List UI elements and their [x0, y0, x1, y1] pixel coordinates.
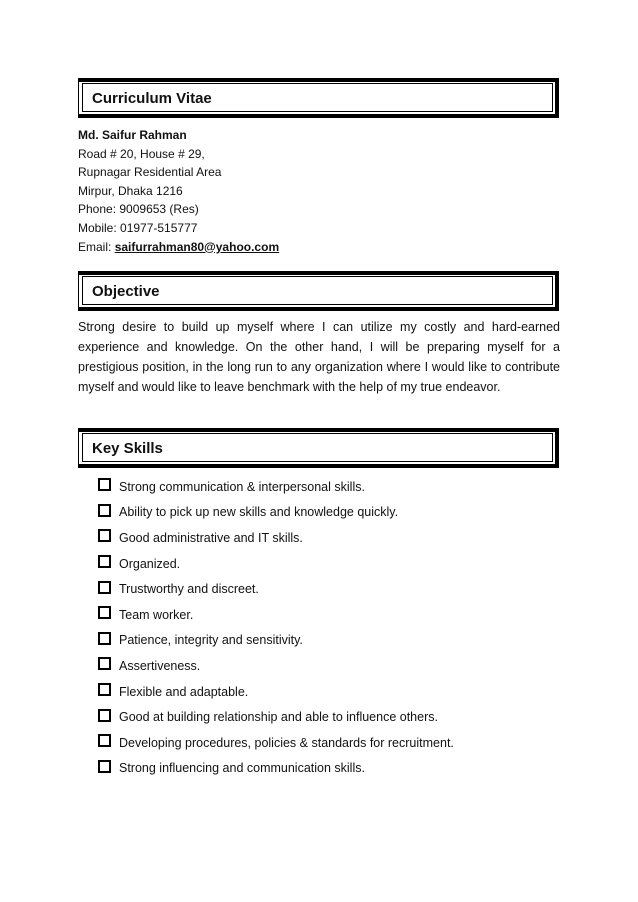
email-line	[78, 238, 558, 257]
skill-text: Flexible and adaptable.	[119, 684, 249, 699]
objective-heading-box	[78, 271, 559, 311]
list-item	[98, 704, 454, 730]
checkbox-bullet-icon	[98, 606, 111, 619]
skill-text: Strong communication & interpersonal skills.	[119, 479, 365, 494]
skill-text: Organized.	[119, 556, 181, 571]
checkbox-bullet-icon	[98, 504, 111, 517]
checkbox-bullet-icon	[98, 683, 111, 696]
list-item	[98, 679, 454, 705]
address-line-2: Rupnagar Residential Area	[78, 165, 222, 180]
list-item	[98, 628, 454, 654]
cv-title: Curriculum Vitae	[82, 83, 553, 112]
checkbox-bullet-icon	[98, 529, 111, 542]
phone-line: Phone: 9009653 (Res)	[78, 202, 199, 217]
email-link[interactable]: saifurrahman80@yahoo.com	[114, 239, 280, 254]
checkbox-bullet-icon	[98, 632, 111, 645]
skills-heading-box	[78, 428, 559, 468]
objective-heading: Objective	[82, 276, 553, 305]
list-item	[98, 730, 454, 756]
checkbox-bullet-icon	[98, 555, 111, 568]
list-item	[98, 756, 454, 782]
objective-text: Strong desire to build up myself where I can utilize my costly and hard-earned experience and knowledge. On the other hand, I will be preparing myself for a prestigious position, in the long run to any organization where I would like to contribute myself and would like to leave benchmark with the help of my true endeavor.	[78, 320, 560, 394]
checkbox-bullet-icon	[98, 760, 111, 773]
checkbox-bullet-icon	[98, 709, 111, 722]
address-line-3: Mirpur, Dhaka 1216	[78, 183, 183, 198]
skill-text: Assertiveness.	[119, 658, 201, 673]
checkbox-bullet-icon	[98, 478, 111, 491]
contact-block	[78, 126, 558, 256]
list-item	[98, 653, 454, 679]
skill-text: Team worker.	[119, 607, 194, 622]
skill-text: Ability to pick up new skills and knowledge quickly.	[119, 505, 399, 520]
skills-list	[98, 474, 454, 781]
list-item	[98, 576, 454, 602]
skill-text: Strong influencing and communication skills.	[119, 761, 365, 776]
list-item	[98, 551, 454, 577]
list-item	[98, 474, 454, 500]
skills-heading: Key Skills	[82, 433, 553, 462]
skill-text: Developing procedures, policies & standards for recruitment.	[119, 735, 454, 750]
mobile-line: Mobile: 01977-515777	[78, 220, 198, 235]
skill-text: Trustworthy and discreet.	[119, 582, 259, 597]
email-label: Email:	[78, 239, 115, 254]
list-item	[98, 500, 454, 526]
checkbox-bullet-icon	[98, 734, 111, 747]
skill-text: Good administrative and IT skills.	[119, 530, 303, 545]
skill-text: Good at building relationship and able to influence others.	[119, 710, 438, 725]
list-item	[98, 602, 454, 628]
checkbox-bullet-icon	[98, 657, 111, 670]
checkbox-bullet-icon	[98, 581, 111, 594]
applicant-name: Md. Saifur Rahman	[78, 128, 187, 142]
cv-title-box	[78, 78, 559, 118]
address-line-1: Road # 20, House # 29,	[78, 146, 205, 161]
skill-text: Patience, integrity and sensitivity.	[119, 633, 303, 648]
list-item	[98, 525, 454, 551]
